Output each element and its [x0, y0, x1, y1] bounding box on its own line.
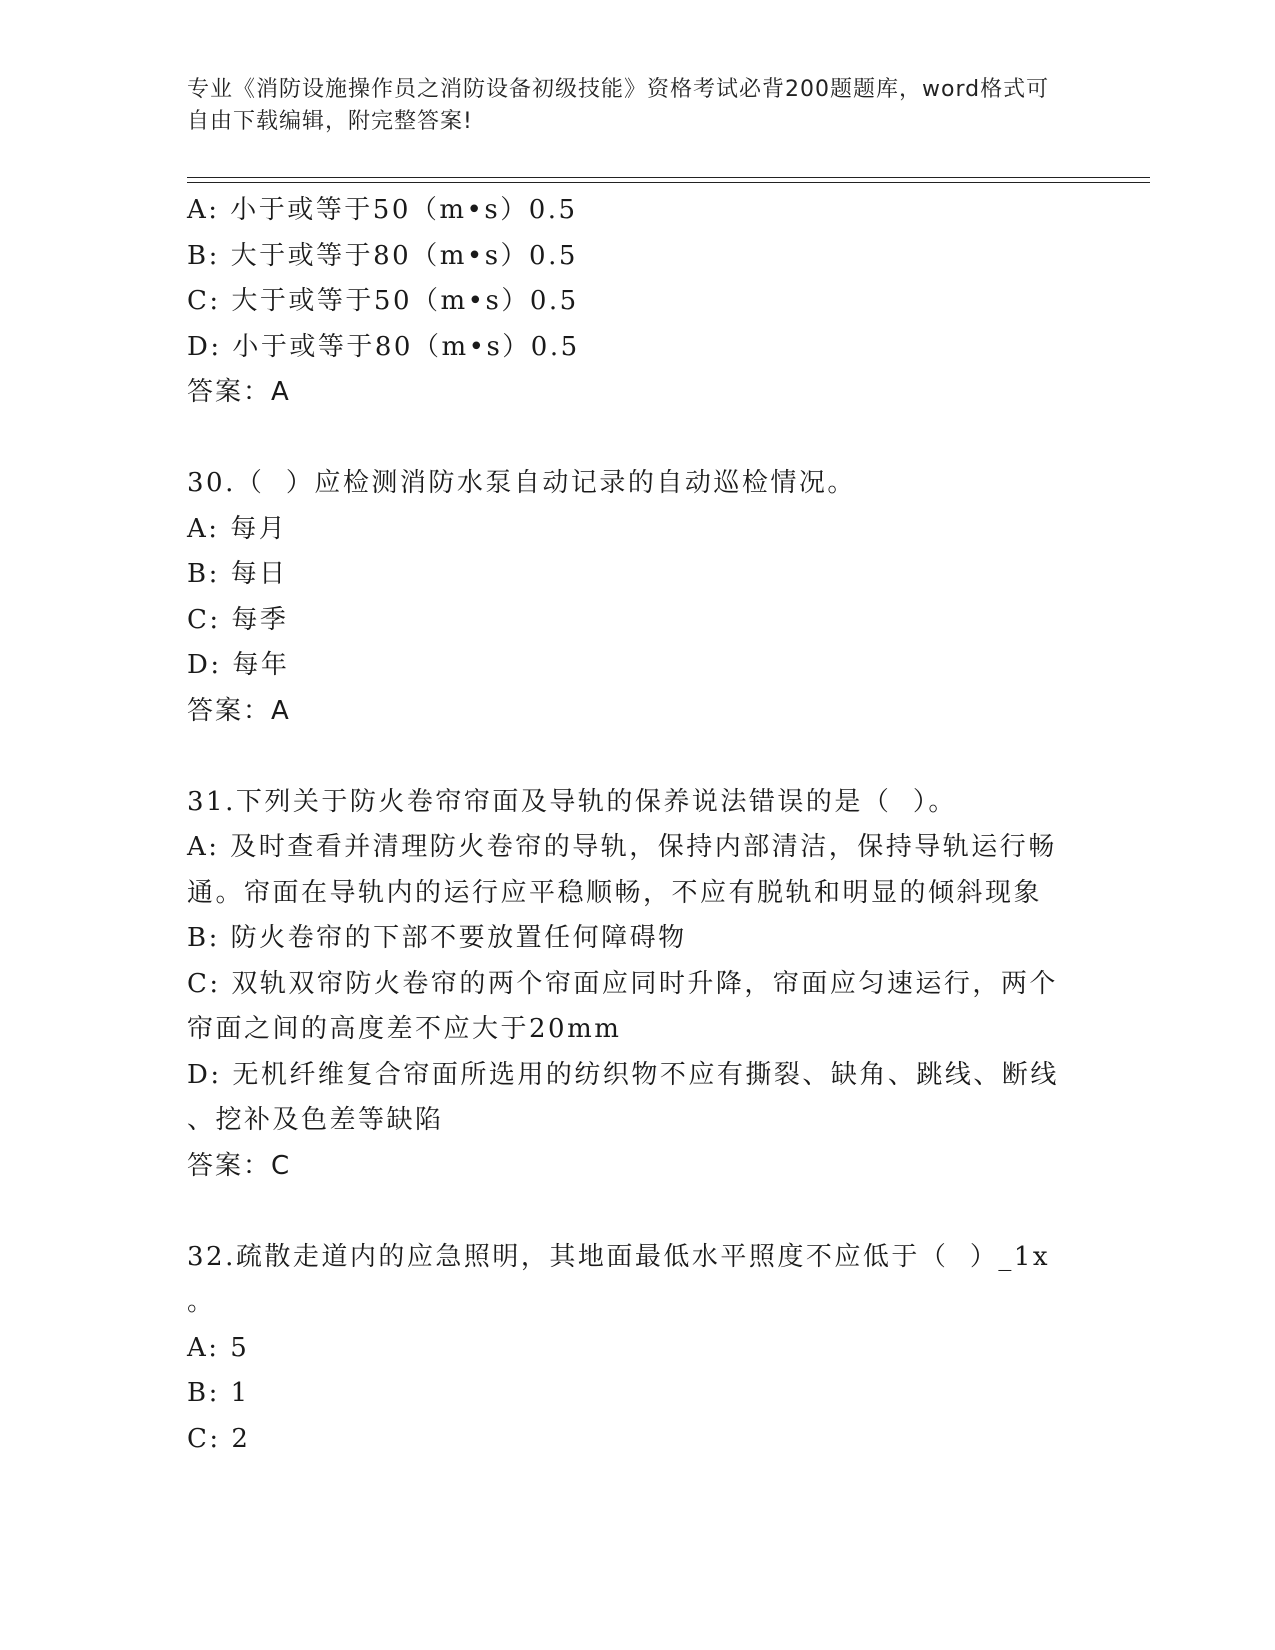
q30-option-b: B: 每日: [187, 559, 288, 589]
q31-option-c-cont: 帘面之间的高度差不应大于20mm: [187, 1014, 622, 1044]
q29-option-c: C: 大于或等于50（m•s）0.5: [187, 286, 579, 316]
header-divider-thick: [187, 177, 1150, 178]
document-header: 专业《消防设施操作员之消防设备初级技能》资格考试必背200题题库，word格式可自由下载编辑，附完整答案!: [187, 77, 1050, 134]
q31-option-b: B: 防火卷帘的下部不要放置任何障碍物: [187, 923, 687, 953]
q29-answer: 答案：A: [187, 377, 291, 407]
q31-option-a: A: 及时查看并清理防火卷帘的导轨，保持内部清洁，保持导轨运行畅: [187, 832, 1057, 862]
q32-question-cont: 。: [187, 1287, 216, 1317]
spacer: [187, 416, 1087, 462]
q29-option-a: A: 小于或等于50（m•s）0.5: [187, 195, 578, 225]
q31-question: 31.下列关于防火卷帘帘面及导轨的保养说法错误的是（ ）。: [187, 786, 957, 817]
q30-option-c: C: 每季: [187, 604, 289, 635]
header-divider-thin: [187, 182, 1150, 183]
question-content: [187, 188, 1087, 1462]
q29-option-b: B: 大于或等于80（m•s）0.5: [187, 240, 578, 271]
spacer: [187, 1189, 1087, 1235]
q31-option-d: D: 无机纤维复合帘面所选用的纺织物不应有撕裂、缺角、跳线、断线: [187, 1059, 1059, 1090]
q32-option-b: B: 1: [187, 1378, 250, 1408]
q32-option-c: C: 2: [187, 1423, 251, 1454]
q30-answer: 答案：A: [187, 695, 291, 726]
q31-option-d-cont: 、挖补及色差等缺陷: [187, 1105, 444, 1135]
q32-option-a: A: 5: [187, 1332, 250, 1363]
q31-option-a-cont: 通。帘面在导轨内的运行应平稳顺畅，不应有脱轨和明显的倾斜现象: [187, 877, 1043, 908]
q30-option-a: A: 每月: [187, 513, 288, 544]
q32-question: 32.疏散走道内的应急照明，其地面最低水平照度不应低于（ ）_1x: [187, 1241, 1051, 1272]
q29-option-d: D: 小于或等于80（m•s）0.5: [187, 331, 580, 362]
q30-question: 30.（ ）应检测消防水泵自动记录的自动巡检情况。: [187, 468, 856, 498]
spacer: [187, 734, 1087, 780]
q30-option-d: D: 每年: [187, 650, 290, 680]
q31-answer: 答案：C: [187, 1150, 292, 1181]
q31-option-c: C: 双轨双帘防火卷帘的两个帘面应同时升降，帘面应匀速运行，两个: [187, 968, 1058, 999]
